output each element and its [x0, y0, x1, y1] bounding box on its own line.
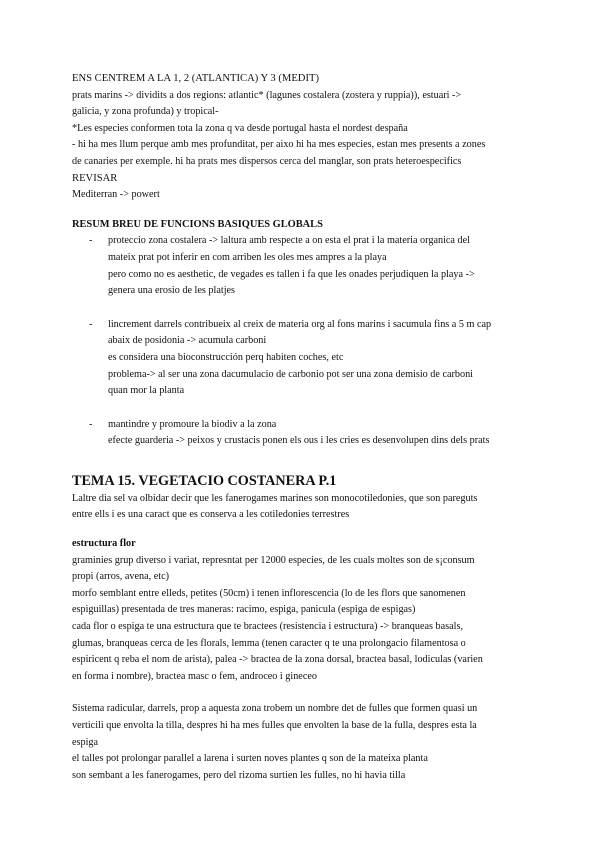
bullet-line: efecte guarderia -> peixos y crustacis ponen els ous i les cries es desenvolupen dins dels prats	[108, 435, 490, 447]
estructura-line: espiricent q reba el nom de arista), palea -> bractea de la zona dorsal, bractea basal, lodiculas (varien	[72, 654, 483, 666]
estructura-line: morfo semblant entre elleds, petites (50cm) i tenen inflorescencia (lo de les flors que sanomenen	[72, 587, 466, 599]
bullet-line: abaix de posidonia -> acumula carboni	[108, 335, 267, 347]
bullet-line: pero como no es aesthetic, de vegades es tallen i fa que les onades perjudiquen la playa ->	[108, 268, 475, 280]
estructura-heading: estructura flor	[72, 538, 136, 550]
bullet-dash: -	[89, 235, 93, 247]
sistema-line: el talles pot prolongar parallel a larena i surten noves plantes q son de la mateixa planta	[72, 753, 428, 765]
document-page	[72, 71, 528, 784]
tema-line: entre ells i es una caract que es conserva a les cotiledonies terrestres	[72, 509, 350, 521]
sistema-line: espiga	[72, 736, 99, 748]
resum-bullet-list	[72, 233, 528, 450]
estructura-line: en forma i nombre), bractea masc o fem, androceo i gineceo	[72, 670, 317, 682]
bullet-dash: -	[89, 418, 93, 430]
bullet-line: mantindre y promoure la biodiv a la zona	[108, 418, 277, 430]
mediterran-line: Mediterran -> powert	[72, 189, 160, 201]
revisar-note: REVISAR	[72, 172, 118, 184]
tema-title: TEMA 15. VEGETACIO COSTANERA P.1	[72, 472, 337, 489]
bullet-line: mateix prat pot inferir en com arriben les oles mes ampres a la playa	[108, 251, 387, 263]
intro-line: - hi ha mes llum perque amb mes profunditat, per aixo hi ha mes especies, estan mes presents a zones	[72, 139, 486, 151]
intro-line: prats marins -> dividits a dos regions: atlantic* (lagunes costalera (zostera y ruppia)), estuari ->	[72, 89, 462, 101]
sistema-line: Sistema radicular, darrels, prop a aquesta zona trobem un nombre det de fulles que formen quasi un	[72, 703, 478, 715]
resum-bullet-item	[72, 317, 528, 400]
resum-heading: RESUM BREU DE FUNCIONS BASIQUES GLOBALS	[72, 218, 323, 230]
resum-bullet-item	[72, 417, 528, 450]
estructura-line: propi (arros, avena, etc)	[72, 571, 170, 583]
intro-line: galicia, y zona profunda) y tropical-	[72, 106, 219, 118]
estructura-line: glumas, branqueas cerca de les florals, lemma (tenen caracter q te una prolongacio filamentosa o	[72, 637, 466, 649]
tema-line: Laltre dia sel va olbidar decir que les fanerogames marines son monocotiledonies, que son pareguts	[72, 492, 478, 504]
sistema-section	[72, 701, 528, 784]
resum-bullet-item	[72, 233, 528, 299]
estructura-line: cada flor o espiga te una estructura que te bractees (resistencia i estructura) -> branqueas basals,	[72, 621, 463, 633]
sistema-line: son sembant a les fanerogames, pero del rizoma surtien les fulles, no hi havia tilla	[72, 769, 406, 781]
sistema-line: verticili que envolta la tilla, despres hi ha mes fulles que envolten la base de la fulla, despres esta la	[72, 720, 477, 731]
estructura-line: espiguillas) presentada de tres maneras: racimo, espiga, panicula (espiga de espigas)	[72, 604, 416, 616]
bullet-dash: -	[89, 318, 93, 330]
bullet-line: genera una erosio de les platjes	[108, 285, 236, 297]
bullet-line: es considera una bioconstrucción perq habiten coches, etc	[108, 351, 344, 363]
intro-line: *Les especies conformen tota la zona q va desde portugal hasta el nordest despaña	[72, 122, 408, 134]
bullet-line: problema-> al ser una zona dacumulacio de carbonio pot ser una zona demisio de carboni	[108, 368, 473, 380]
intro-title-line: ENS CENTREM A LA 1, 2 (ATLANTICA) Y 3 (MEDIT)	[72, 73, 319, 84]
intro-section	[72, 71, 528, 204]
bullet-line: lincrement darrels contribueix al creix de materia org al fons marins i sacumula fins a 5 m cap	[108, 318, 492, 330]
intro-line: de canaries per exemple. hi ha prats mes dispersos cerca del manglar, son prats heteroespecifics	[72, 155, 462, 167]
bullet-line: quan mor la planta	[108, 385, 185, 397]
estructura-line: graminies grup diverso i variat, represntat per 12000 especies, de les cuals moltes son de s¡consum	[72, 554, 475, 566]
bullet-line: proteccio zona costalera -> laltura amb respecte a on esta el prat i la materia organica del	[108, 235, 470, 247]
